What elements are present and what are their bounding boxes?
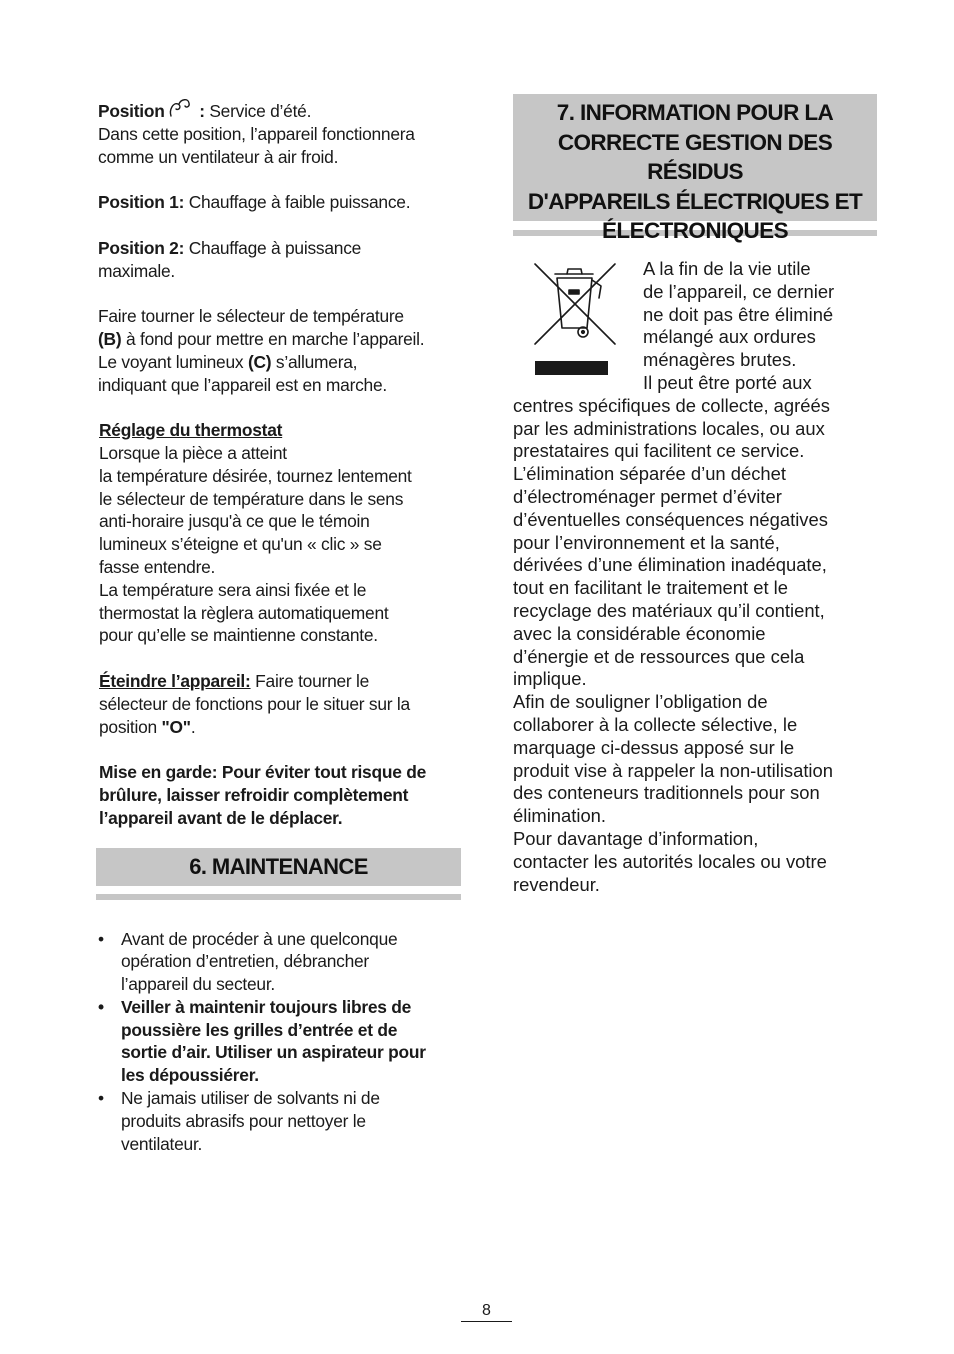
weee-line: d’éventuelles conséquences négatives xyxy=(513,508,828,530)
weee-line: Pour davantage d’information, xyxy=(513,827,759,849)
off-line-text: position xyxy=(99,716,162,737)
summer-position-label: Position xyxy=(98,101,165,121)
position-1 xyxy=(98,191,462,214)
thermostat-line: La température sera ainsi fixée et le xyxy=(99,579,367,600)
weee-line: recyclage des matériaux qu’il contient, xyxy=(513,599,825,621)
weee-line: par les administrations locales, ou aux xyxy=(513,417,825,439)
weee-line: de l’appareil, ce dernier xyxy=(643,280,835,302)
list-item xyxy=(98,1087,462,1155)
thermostat-title: Réglage du thermostat xyxy=(99,420,283,441)
list-item-line: produits abrasifs pour nettoyer le xyxy=(121,1110,366,1131)
thermostat-line: Lorsque la pièce a atteint xyxy=(99,442,287,463)
off-line-text: Faire tourner le xyxy=(250,670,370,691)
weee-line: tout en facilitant le traitement et le xyxy=(513,577,788,599)
position-1-label: Position 1: xyxy=(98,192,185,213)
list-item-line: • Veiller à maintenir toujours libres de xyxy=(121,996,412,1017)
right-column xyxy=(513,94,877,896)
off-line xyxy=(99,670,462,693)
weee-line: d’énergie et de ressources que cela xyxy=(513,645,805,667)
start-line: indiquant que l’appareil est en marche. xyxy=(98,374,387,395)
position-2-label: Position 2: xyxy=(98,237,185,258)
list-item-line: ventilateur. xyxy=(121,1133,203,1154)
summer-desc-line: Dans cette position, l’appareil fonctionnera xyxy=(98,123,415,144)
weee-line: mélangé aux ordures xyxy=(643,326,816,348)
weee-line: dérivées d’une élimination inadéquate, xyxy=(513,554,827,576)
weee-heading-line: CORRECTE GESTION DES RÉSIDUS xyxy=(557,129,833,184)
thermostat-line: fasse entendre. xyxy=(99,556,216,577)
off-title: Éteindre l’appareil: xyxy=(99,670,251,691)
weee-line: collaborer à la collecte sélective, le xyxy=(513,713,798,735)
weee-line: marquage ci-dessus apposé sur le xyxy=(513,736,795,758)
weee-line: d’électroménager permet d’éviter xyxy=(513,485,782,507)
start-line-text: s’allumera, xyxy=(271,351,358,372)
position-2-text-cont: maximale. xyxy=(98,260,175,281)
weee-heading-line: ÉLECTRONIQUES xyxy=(602,218,788,243)
off-line: sélecteur de fonctions pour le situer sur la xyxy=(99,693,410,714)
summer-desc-line: comme un ventilateur à air froid. xyxy=(98,146,339,167)
weee-body xyxy=(513,236,877,896)
weee-line: Il peut être porté aux xyxy=(643,371,812,393)
thermostat-line: thermostat la règlera automatiquement xyxy=(99,602,389,623)
weee-line: contacter les autorités locales ou votre xyxy=(513,850,827,872)
weee-line: Afin de souligner l’obligation de xyxy=(513,691,768,713)
weee-line: avec la considérable économie xyxy=(513,622,766,644)
list-item xyxy=(98,928,462,996)
indicator-ref: (C) xyxy=(247,351,272,372)
weee-line: implique. xyxy=(513,668,587,690)
weee-line: pour l’environnement et la santé, xyxy=(513,531,780,553)
start-line xyxy=(98,351,462,374)
maintenance-divider xyxy=(96,894,461,900)
start-line xyxy=(98,328,462,351)
summer-position xyxy=(98,96,462,123)
weee-line: A la fin de la vie utile xyxy=(643,258,811,279)
off-position-ref: "O" xyxy=(161,716,191,737)
summer-colon: : xyxy=(194,101,205,121)
weee-heading xyxy=(513,94,877,243)
start-line-text: à fond pour mettre en marche l’appareil. xyxy=(121,328,425,349)
weee-line: prestataires qui facilitent ce service. xyxy=(513,440,805,462)
position-1-text: Chauffage à faible puissance. xyxy=(184,192,411,213)
weee-line: L’élimination séparée d’un déchet xyxy=(513,463,786,485)
off-line xyxy=(99,716,462,739)
list-item-line: • Avant de procéder à une quelconque xyxy=(121,928,398,949)
weee-line: revendeur. xyxy=(513,873,600,895)
weee-line: élimination. xyxy=(513,805,607,827)
list-item-line: l’appareil du secteur. xyxy=(121,974,276,995)
thermostat-line: la température désirée, tournez lentement xyxy=(99,465,412,486)
weee-line: des conteneurs traditionnels pour son xyxy=(513,782,820,804)
weee-heading-line: 7. INFORMATION POUR LA xyxy=(556,100,834,125)
weee-heading-line: D'APPAREILS ÉLECTRIQUES ET xyxy=(527,188,863,214)
weee-line: ne doit pas être éliminé xyxy=(643,303,834,325)
list-item xyxy=(98,996,462,1087)
thermostat-line: anti-horaire jusqu'à ce que le témoin xyxy=(99,511,370,532)
start-line-text: Le voyant lumineux xyxy=(98,351,248,372)
thermostat-line: le sélecteur de température dans le sens xyxy=(99,488,404,509)
position-2-text: Chauffage à puissance xyxy=(184,237,362,258)
summer-position-text: Service d’été. xyxy=(204,101,312,121)
warning-line: brûlure, laisser refroidir complètement xyxy=(99,784,409,805)
warning-line: Mise en garde: Pour éviter tout risque de xyxy=(99,762,427,783)
list-item-line: • Ne jamais utiliser de solvants ni de xyxy=(121,1088,380,1109)
thermostat-section xyxy=(98,419,462,829)
list-item-line: sortie d’air. Utiliser un aspirateur pour xyxy=(121,1042,426,1063)
weee-line: produit vise à rappeler la non-utilisation xyxy=(513,759,833,781)
page-number: 8 xyxy=(461,1301,512,1322)
fan-icon xyxy=(167,96,193,120)
thermostat-line: lumineux s’éteigne et qu'un « clic » se xyxy=(99,534,382,555)
list-item-line: poussière les grilles d’entrée et de xyxy=(121,1019,398,1040)
weee-line: ménagères brutes. xyxy=(643,349,797,371)
bin-underline-bar xyxy=(535,361,608,375)
start-line: Faire tourner le sélecteur de température xyxy=(98,306,404,327)
selector-ref: (B) xyxy=(98,328,122,349)
warning-line: l’appareil avant de le déplacer. xyxy=(99,807,343,828)
position-2 xyxy=(98,237,462,260)
thermostat-line: pour qu’elle se maintienne constante. xyxy=(99,625,378,646)
maintenance-list xyxy=(98,928,462,1156)
weee-line: centres spécifiques de collecte, agréés xyxy=(513,394,830,416)
crossed-out-bin-icon xyxy=(521,258,631,386)
list-item-line: opération d’entretien, débrancher xyxy=(121,951,369,972)
left-column xyxy=(98,94,462,1155)
maintenance-heading: 6. MAINTENANCE xyxy=(96,848,461,886)
off-line-end: . xyxy=(190,716,196,737)
list-item-line: les dépoussiérer. xyxy=(121,1065,259,1086)
